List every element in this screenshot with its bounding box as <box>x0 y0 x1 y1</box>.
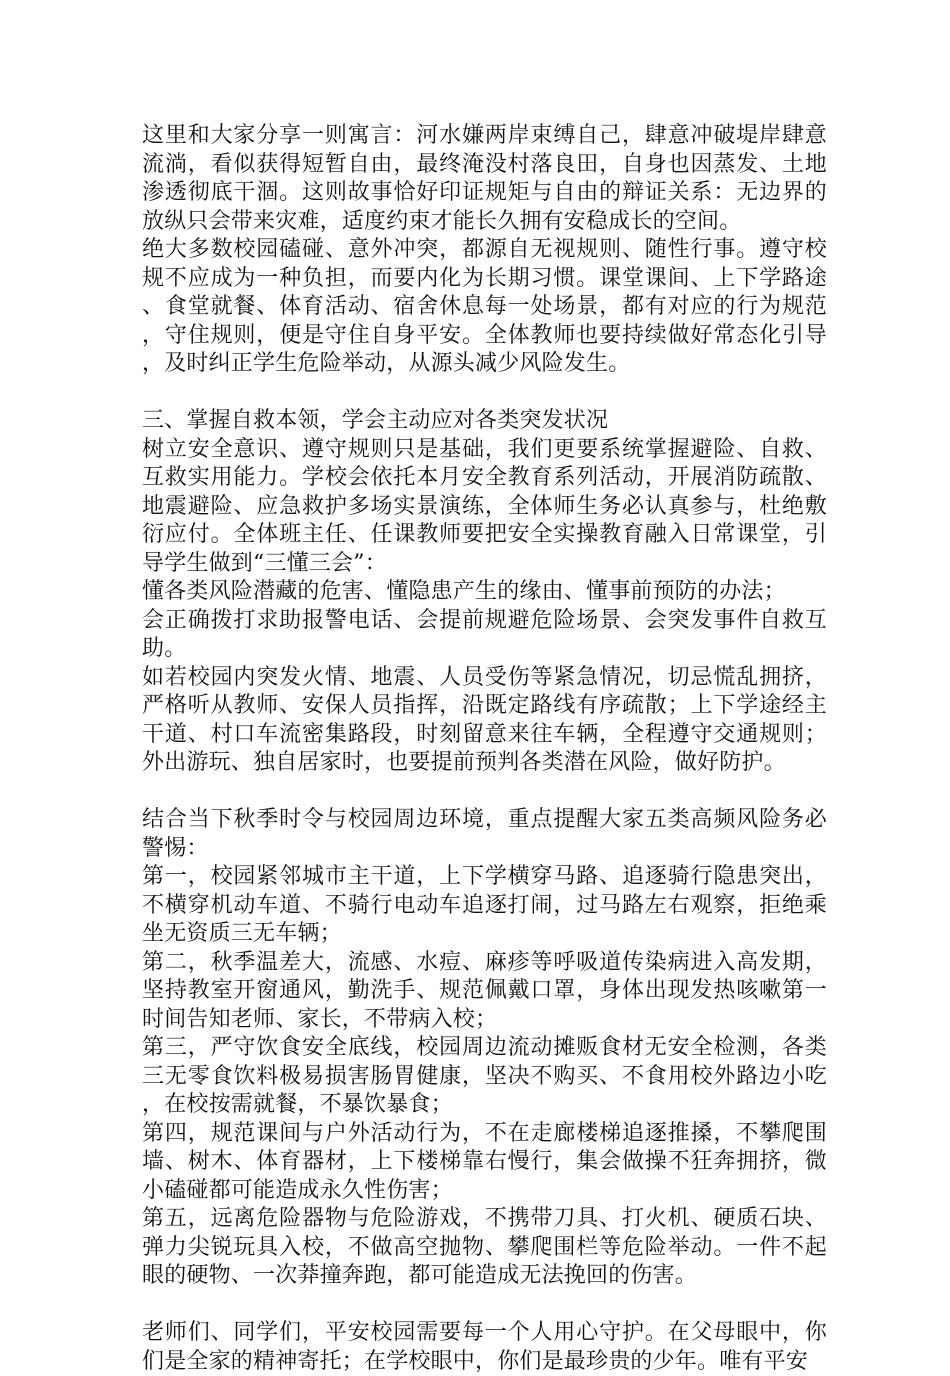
list-item-risk-4: 第四，规范课间与户外活动行为，不在走廊楼梯追逐推搡，不攀爬围墙、树木、体育器材，上下楼梯靠右慢行，集会做操不狂奔拥挤，微小磕碰都可能造成永久性伤害； <box>142 1120 827 1203</box>
paragraph-gap <box>142 1291 827 1320</box>
paragraph-fable: 这里和大家分享一则寓言：河水嫌两岸束缚自己，肆意冲破堤岸肆意流淌，看似获得短暂自由，最终淹没村落良田，自身也因蒸发、土地渗透彻底干涸。这则故事恰好印证规矩与自由的辩证关系：无边界的放纵只会带来灾难，适度约束才能长久拥有安稳成长的空间。 <box>142 123 827 234</box>
paragraph-three-able: 会正确拨打求助报警电话、会提前规避危险场景、会突发事件自救互助。 <box>142 607 827 661</box>
list-item-risk-1: 第一，校园紧邻城市主干道，上下学横穿马路、追逐骑行隐患突出，不横穿机动车道、不骑行电动车追逐打闹，过马路左右观察，拒绝乘坐无资质三无车辆； <box>142 864 827 946</box>
list-item-risk-3: 第三，严守饮食安全底线，校园周边流动摊贩食材无安全检测，各类三无零食饮料极易损害肠胃健康，坚决不购买、不食用校外路边小吃，在校按需就餐，不暴饮暴食； <box>142 1035 827 1117</box>
paragraph-rules: 绝大多数校园磕碰、意外冲突，都源自无视规则、随性行事。遵守校规不应成为一种负担，而要内化为长期习惯。课堂课间、上下学路途、食堂就餐、体育活动、宿舍休息每一处场景，都有对应的行为规范，守住规则，便是守住自身平安。全体教师也要持续做好常态化引导，及时纠正学生危险举动，从源头减少风险发生。 <box>142 237 827 376</box>
document-body <box>142 122 827 1376</box>
paragraph-self-rescue: 树立安全意识、遵守规则只是基础，我们更要系统掌握避险、自救、互救实用能力。学校会依托本月安全教育系列活动，开展消防疏散、地震避险、应急救护多场实景演练，全体师生务必认真参与，杜绝敷衍应付。全体班主任、任课教师要把安全实操教育融入日常课堂，引导学生做到“三懂三会”： <box>142 436 827 576</box>
paragraph-three-understand: 懂各类风险潜藏的危害、懂隐患产生的缘由、懂事前预防的办法； <box>142 579 786 604</box>
list-item-risk-2: 第二，秋季温差大，流感、水痘、麻疹等呼吸道传染病进入高发期，坚持教室开窗通风，勤洗手、规范佩戴口罩，身体出现发热咳嗽第一时间告知老师、家长，不带病入校； <box>142 949 827 1032</box>
list-item-risk-5: 第五，远离危险器物与危险游戏，不携带刀具、打火机、硬质石块、弹力尖锐玩具入校，不做高空抛物、攀爬围栏等危险举动。一件不起眼的硬物、一次莽撞奔跑，都可能造成无法挽回的伤害。 <box>142 1206 827 1288</box>
paragraph-closing: 老师们、同学们，平安校园需要每一个人用心守护。在父母眼中，你们是全家的精神寄托；在学校眼中，你们是最珍贵的少年。唯有平安 <box>142 1320 827 1374</box>
section-heading: 三、掌握自救本领，学会主动应对各类突发状况 <box>142 408 609 433</box>
paragraph-gap <box>142 379 827 408</box>
paragraph-five-risks-intro: 结合当下秋季时令与校园周边环境，重点提醒大家五类高频风险务必警惕： <box>142 807 827 861</box>
paragraph-gap <box>142 778 827 807</box>
paragraph-emergency: 如若校园内突发火情、地震、人员受伤等紧急情况，切忌慌乱拥挤，严格听从教师、安保人员指挥，沿既定路线有序疏散；上下学途经主干道、村口车流密集路段，时刻留意来往车辆，全程遵守交通规则；外出游玩、独自居家时，也要提前预判各类潜在风险，做好防护。 <box>142 664 827 775</box>
